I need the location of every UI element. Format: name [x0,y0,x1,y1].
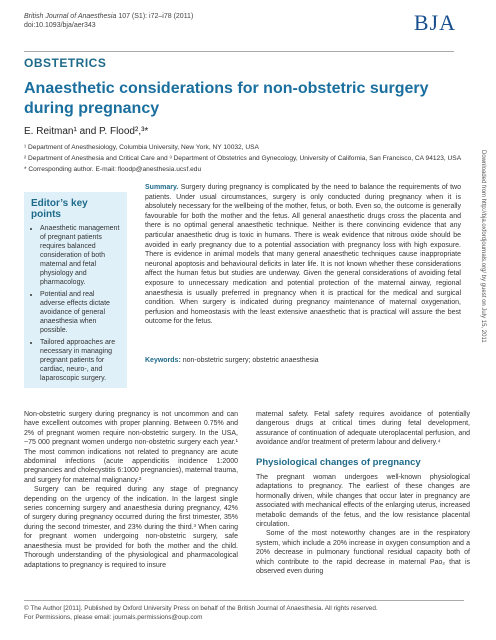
download-note-text[interactable]: Downloaded from http://bja.oxfordjournals.org/ by guest on July 15, 2011 [480,150,486,343]
corresponding-author: * Corresponding author. E-mail: floodp@anesthesia.ucsf.edu [24,166,202,173]
footer-divider [24,600,464,601]
key-point: • Anaesthetic management of pregnant patients requires balanced consideration of both maternal and fetal physiology and pharmacology. [40,224,120,287]
affiliation-2: ² Department of Anesthesia and Critical Care and ³ Department of Obstetrics and Gynecology, University of California, San Francisco, CA 94123, USA [24,155,462,162]
abstract-label: Summary. [145,184,179,191]
body-paragraph: maternal safety. Fetal safety requires avoidance of potentially dangerous drugs at critical times during fetal development, assurance of continuation of adequate uteroplacental perfusion, and avoidance and/or treatment of preterm labour and delivery.⁴ [256,411,470,447]
key-points-list [31,224,120,383]
body-column-right [256,410,470,577]
key-point: • Potential and real adverse effects dictate avoidance of general anaesthesia when possible. [40,290,120,335]
citation: 107 (S1): i72–i78 (2011) [118,13,194,20]
body-paragraph: Non-obstetric surgery during pregnancy is not uncommon and can have excellent outcomes with proper planning. Between 0.75% and 2% of pregnant women require non-obstetric surgery. In the USA, ~75 000 pregnant women undergo non-obstetric surgery each year.¹ The most common indications not related to pregnancy are acute abdominal infections (acute appendicitis incidence 1:2000 pregnancies and cholecystitis 6:1000 pregnancies), maternal trauma, and surgery for maternal malignancy.² [24,411,239,484]
body-column-left [24,410,238,570]
keywords [145,357,461,364]
affiliations [24,143,464,176]
key-point: • Tailored approaches are necessary in managing pregnant patients for cardiac, neuro-, and laparoscopic surgery. [40,338,120,383]
doi[interactable]: doi:10.1093/bja/aer343 [24,22,96,29]
key-points-box [24,192,127,388]
affiliation-1: ¹ Department of Anesthesiology, Columbia University, New York, NY 10032, USA [24,144,259,151]
section-heading: Physiological changes of pregnancy [256,456,421,468]
section-divider [24,51,454,52]
keywords-text: non-obstetric surgery; obstetric anaesthesia [182,357,319,364]
body-paragraph: Some of the most noteworthy changes are in the respiratory system, which include a 20% increase in oxygen consumption and a 20% decrease in pulmonary functional residual capacity both of which contribute to the rapid decrease in maternal Paᴏ₂ that is observed even during [256,530,470,576]
journal-header [24,12,193,30]
abstract-text: Surgery during pregnancy is complicated by the need to balance the requirements of two patients. Under usual circumstances, surgery is only conducted during pregnancy when it is absolutely necessary for the wellbeing of the mother, fetus, or both. Even so, the outcome is generally favourable for both the mother and the fetus. All general anaesthetic drugs cross the placenta and there is no optimal general anaesthetic technique. Neither is there convincing evidence that any particular anaesthetic drug is toxic in humans. There is weak evidence that nitrous oxide should be avoided in early pregnancy due to a potential association with pregnancy loss with high exposure. There is evidence in animal models that many general anaesthetic techniques cause inappropriate neuronal apoptosis and behavioural deficits in later life. It is not known whether these considerations affect the human fetus but studies are underway. Given the general considerations of avoiding fetal exposure to unnecessary medication and potential protection of the maternal airway, regional anaesthesia is usually preferred in pregnancy when it is practical for the medical and surgical condition. When surgery is indicated during pregnancy maintenance of maternal oxygenation, perfusion and homeostasis with the least extensive anaesthetic that is practical will assure the best outcome for the fetus. [145,184,461,326]
keywords-label: Keywords: [145,357,181,364]
journal-name: British Journal of Anaesthesia [24,13,117,20]
body-paragraph: Surgery can be required during any stage of pregnancy depending on the urgency of the indication. In the largest single series concerning surgery and anaesthesia during pregnancy, 42% of surgery during pregnancy occurred during the first trimester, 35% during the second trimester, and 23% during the third.³ When caring for pregnant women undergoing non-obstetric surgery, safe anaesthesia must be provided for both the mother and the child. Thorough understanding of the physiological and pharmacological adaptations to pregnancy is required to insure [24,486,238,569]
abstract [145,183,461,327]
copyright: © The Author [2011]. Published by Oxford University Press on behalf of the British Journal of Anaesthesia. All rights reserved. [24,605,378,612]
section-label: OBSTETRICS [24,56,107,70]
journal-logo: BJA [413,10,456,35]
key-points-heading: Editor’s key points [31,198,88,220]
footer [24,604,464,622]
body-paragraph: The pregnant woman undergoes well-known physiological adaptations to pregnancy. The earliest of these changes are hormonally driven, while changes that occur later in pregnancy are associated with mechanical effects of the enlarging uterus, increased metabolic demands of the fetus, and the low resistance placental circulation. [256,474,470,529]
permissions: For Permissions, please email: journals.permissions@oup.com [24,614,203,621]
download-note [478,150,488,490]
article-title: Anaesthetic considerations for non-obstetric surgery during pregnancy [24,80,429,117]
authors: E. Reitman¹ and P. Flood²,³* [24,126,149,137]
